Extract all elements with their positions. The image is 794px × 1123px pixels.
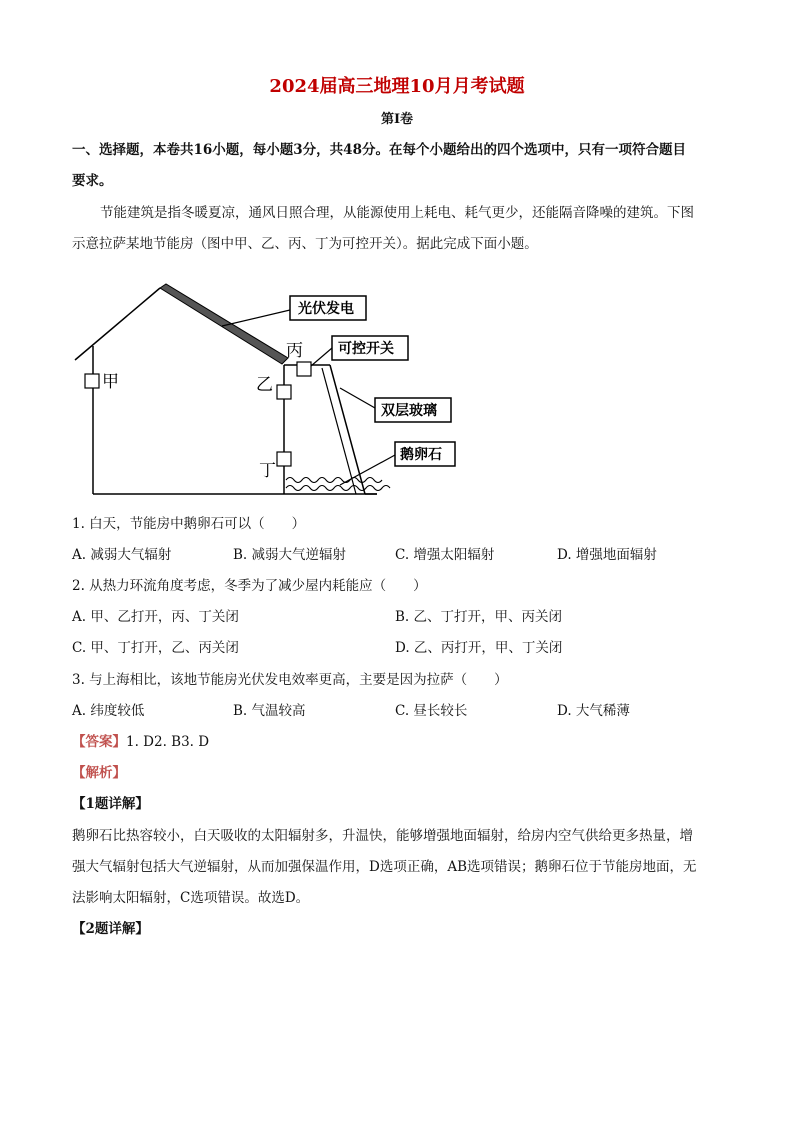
question-1-option-b: B. 减弱大气逆辐射: [233, 547, 347, 563]
roof-left-line: [75, 288, 160, 360]
answer-tag: 【答案】: [72, 734, 126, 750]
switch-ding-label: 丁: [259, 461, 276, 481]
pebbles-layer: [286, 478, 390, 491]
answer-line: [72, 732, 209, 752]
label-stone-text: 鹅卵石: [400, 447, 442, 463]
analysis-tag: 【解析】: [72, 765, 126, 781]
detail-2-tag: 【2题详解】: [72, 921, 149, 937]
switch-yi-label: 乙: [256, 375, 273, 395]
page-title: 2024届高三地理10月月考试题: [269, 76, 525, 97]
question-2-option-a: A. 甲、乙打开，丙、丁关闭: [72, 609, 239, 625]
question-1-option-a: A. 减弱大气辐射: [72, 547, 172, 563]
label-pv-text: 光伏发电: [298, 301, 354, 317]
answer-text: 1. D2. B3. D: [126, 734, 210, 750]
switch-ding-box: [277, 452, 291, 466]
question-3-option-a: A. 纬度较低: [72, 703, 145, 719]
switch-jia-label: 甲: [102, 372, 119, 392]
label-switch-text: 可控开关: [338, 341, 394, 357]
glass-inner-line: [322, 368, 356, 494]
question-2-option-d: D. 乙、丙打开，甲、丁关闭: [395, 640, 563, 656]
question-3-stem: 3. 与上海相比，该地节能房光伏发电效率更高，主要是因为拉萨（ ）: [72, 672, 508, 688]
question-2-stem: 2. 从热力环流角度考虑，冬季为了减少屋内耗能应（ ）: [72, 578, 427, 594]
section-instruction-line1: 一、选择题，本卷共16小题，每小题3分，共48分。在每个小题给出的四个选项中，只有一项符合题目: [72, 142, 686, 158]
detail-1-tag: 【1题详解】: [72, 796, 149, 812]
switch-yi-box: [277, 385, 291, 399]
question-3-option-b: B. 气温较高: [233, 703, 306, 719]
switch-bing-box: [297, 362, 311, 376]
pointer-glass: [340, 388, 375, 408]
question-3-option-d: D. 大气稀薄: [557, 703, 630, 719]
question-2-option-c: C. 甲、丁打开，乙、丙关闭: [72, 640, 239, 656]
intro-line2: 示意拉萨某地节能房（图中甲、乙、丙、丁为可控开关）。据此完成下面小题。: [72, 236, 538, 252]
switch-jia-box: [85, 374, 99, 388]
pv-panel: [160, 284, 288, 364]
detail-1-line3: 法影响太阳辐射，C选项错误。故选D。: [72, 890, 310, 906]
intro-line1: 节能建筑是指冬暖夏凉，通风日照合理，从能源使用上耗电、耗气更少，还能隔音降噪的建筑。下图: [100, 205, 694, 221]
house-diagram-svg: [70, 280, 490, 505]
section-instruction-line2: 要求。: [72, 173, 113, 189]
switch-bing-label: 丙: [286, 341, 303, 361]
question-1-option-d: D. 增强地面辐射: [557, 547, 657, 563]
question-1-option-c: C. 增强太阳辐射: [395, 547, 495, 563]
question-2-option-b: B. 乙、丁打开，甲、丙关闭: [395, 609, 563, 625]
energy-saving-house-diagram: [70, 280, 490, 505]
question-3-option-c: C. 昼长较长: [395, 703, 468, 719]
pointer-stone: [340, 455, 395, 485]
label-glass-text: 双层玻璃: [381, 403, 437, 419]
volume-label: 第I卷: [380, 112, 414, 127]
detail-1-line2: 强大气辐射包括大气逆辐射，从而加强保温作用，D选项正确，AB选项错误；鹅卵石位于节能房地面，无: [72, 859, 697, 875]
pointer-pv: [222, 310, 290, 326]
question-1-stem: 1. 白天，节能房中鹅卵石可以（ ）: [72, 516, 306, 532]
detail-1-line1: 鹅卵石比热容较小，白天吸收的太阳辐射多，升温快，能够增强地面辐射，给房内空气供给更多热量，增: [72, 828, 693, 844]
pointer-switch: [311, 348, 332, 366]
